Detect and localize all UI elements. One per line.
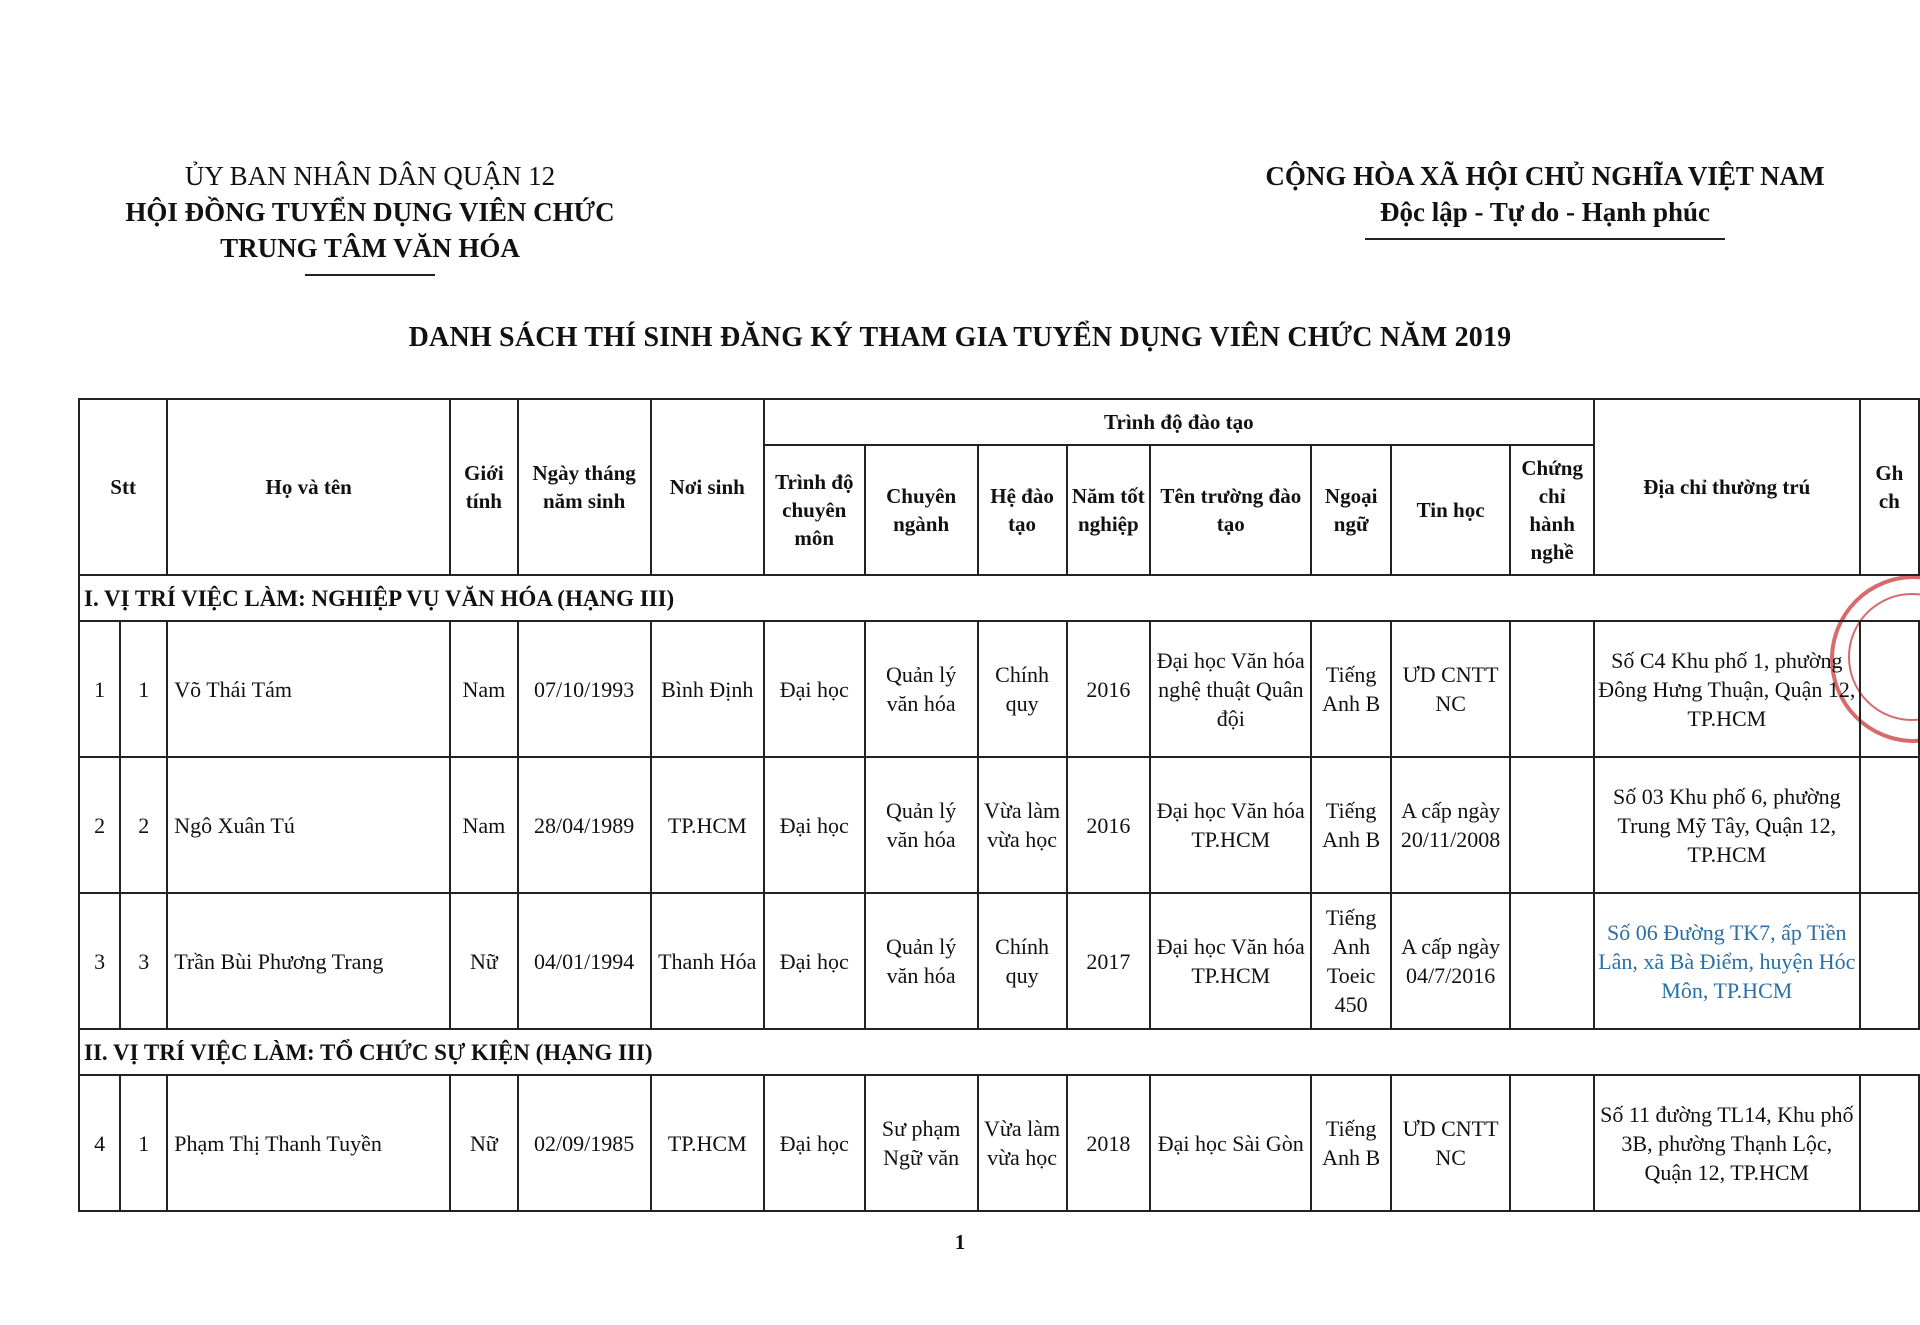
cell-certificate [1510, 893, 1594, 1029]
cell-birthplace: Thanh Hóa [651, 893, 764, 1029]
cell-address: Số 06 Đường TK7, ấp Tiền Lân, xã Bà Điểm, huyện Hóc Môn, TP.HCM [1594, 893, 1860, 1029]
cell-stt: 3 [79, 893, 120, 1029]
cell-dob: 07/10/1993 [518, 621, 651, 757]
cell-school: Đại học Văn hóa TP.HCM [1150, 757, 1311, 893]
cell-level: Đại học [764, 757, 865, 893]
header-address: Địa chỉ thường trú [1594, 399, 1860, 575]
cell-school: Đại học Sài Gòn [1150, 1075, 1311, 1211]
cell-school: Đại học Văn hóa nghệ thuật Quân đội [1150, 621, 1311, 757]
cell-mode: Vừa làm vừa học [978, 1075, 1067, 1211]
cell-dob: 02/09/1985 [518, 1075, 651, 1211]
cell-language: Tiếng Anh B [1311, 1075, 1390, 1211]
table-row [79, 621, 1919, 757]
cell-note [1860, 893, 1919, 1029]
cell-mode: Chính quy [978, 621, 1067, 757]
table-row [79, 757, 1919, 893]
cell-mode: Chính quy [978, 893, 1067, 1029]
header-school: Tên trường đào tạo [1150, 445, 1311, 575]
header-training-group: Trình độ đào tạo [764, 399, 1594, 445]
cell-gender: Nam [450, 621, 517, 757]
cell-it: ƯD CNTT NC [1391, 621, 1511, 757]
cell-grad-year: 2017 [1067, 893, 1150, 1029]
cell-it: A cấp ngày 04/7/2016 [1391, 893, 1511, 1029]
header-name: Họ và tên [167, 399, 450, 575]
cell-gender: Nữ [450, 893, 517, 1029]
cell-it: ƯD CNTT NC [1391, 1075, 1511, 1211]
cell-major: Sư phạm Ngữ văn [865, 1075, 978, 1211]
header-language: Ngoại ngữ [1311, 445, 1390, 575]
header-major: Chuyên ngành [865, 445, 978, 575]
issuer-line-3: TRUNG TÂM VĂN HÓA [220, 233, 520, 263]
cell-note [1860, 1075, 1919, 1211]
header-dob: Ngày tháng năm sinh [518, 399, 651, 575]
header-note: Gh ch [1860, 399, 1919, 575]
cell-major: Quản lý văn hóa [865, 757, 978, 893]
cell-it: A cấp ngày 20/11/2008 [1391, 757, 1511, 893]
table-row [79, 893, 1919, 1029]
motto-underline [1365, 238, 1725, 240]
cell-school: Đại học Văn hóa TP.HCM [1150, 893, 1311, 1029]
header-gender: Giới tính [450, 399, 517, 575]
issuer-header [85, 158, 655, 276]
cell-language: Tiếng Anh Toeic 450 [1311, 893, 1390, 1029]
cell-birthplace: Bình Định [651, 621, 764, 757]
page-number: 1 [954, 1230, 966, 1254]
cell-level: Đại học [764, 893, 865, 1029]
cell-name: Ngô Xuân Tú [167, 757, 450, 893]
cell-stt-section: 3 [120, 893, 167, 1029]
header-birthplace: Nơi sinh [651, 399, 764, 575]
cell-language: Tiếng Anh B [1311, 757, 1390, 893]
cell-name: Trần Bùi Phương Trang [167, 893, 450, 1029]
cell-stt-section: 1 [120, 1075, 167, 1211]
cell-address: Số 03 Khu phố 6, phường Trung Mỹ Tây, Quận 12, TP.HCM [1594, 757, 1860, 893]
document-title: DANH SÁCH THÍ SINH ĐĂNG KÝ THAM GIA TUYỂN DỤNG VIÊN CHỨC NĂM 2019 [408, 322, 1512, 353]
cell-major: Quản lý văn hóa [865, 893, 978, 1029]
national-motto-2: Độc lập - Tự do - Hạnh phúc [1379, 197, 1711, 227]
cell-gender: Nữ [450, 1075, 517, 1211]
national-header [1215, 158, 1875, 240]
cell-stt: 4 [79, 1075, 120, 1211]
header-level: Trình độ chuyên môn [764, 445, 865, 575]
cell-certificate [1510, 621, 1594, 757]
table-row [79, 1075, 1919, 1211]
header-it: Tin học [1391, 445, 1511, 575]
cell-birthplace: TP.HCM [651, 1075, 764, 1211]
cell-stt: 2 [79, 757, 120, 893]
issuer-line-1: ỦY BAN NHÂN DÂN QUẬN 12 [184, 161, 556, 191]
cell-note [1860, 621, 1919, 757]
cell-stt: 1 [79, 621, 120, 757]
cell-note [1860, 757, 1919, 893]
section-title: II. VỊ TRÍ VIỆC LÀM: TỔ CHỨC SỰ KIỆN (HẠNG III) [79, 1029, 1919, 1075]
cell-grad-year: 2018 [1067, 1075, 1150, 1211]
cell-stt-section: 2 [120, 757, 167, 893]
cell-level: Đại học [764, 1075, 865, 1211]
cell-address: Số C4 Khu phố 1, phường Đông Hưng Thuận, Quận 12, TP.HCM [1594, 621, 1860, 757]
national-motto-1: CỘNG HÒA XÃ HỘI CHỦ NGHĨA VIỆT NAM [1265, 161, 1825, 191]
issuer-line-2: HỘI ĐỒNG TUYỂN DỤNG VIÊN CHỨC [125, 197, 615, 227]
header-grad-year: Năm tốt nghiệp [1067, 445, 1150, 575]
cell-language: Tiếng Anh B [1311, 621, 1390, 757]
cell-level: Đại học [764, 621, 865, 757]
cell-gender: Nam [450, 757, 517, 893]
cell-grad-year: 2016 [1067, 757, 1150, 893]
cell-address: Số 11 đường TL14, Khu phố 3B, phường Thạnh Lộc, Quận 12, TP.HCM [1594, 1075, 1860, 1211]
cell-mode: Vừa làm vừa học [978, 757, 1067, 893]
candidate-table [78, 398, 1920, 1212]
cell-birthplace: TP.HCM [651, 757, 764, 893]
header-mode: Hệ đào tạo [978, 445, 1067, 575]
header-stt: Stt [79, 399, 167, 575]
cell-dob: 04/01/1994 [518, 893, 651, 1029]
section-title: I. VỊ TRÍ VIỆC LÀM: NGHIỆP VỤ VĂN HÓA (HẠNG III) [79, 575, 1919, 621]
cell-certificate [1510, 1075, 1594, 1211]
cell-name: Võ Thái Tám [167, 621, 450, 757]
cell-major: Quản lý văn hóa [865, 621, 978, 757]
cell-name: Phạm Thị Thanh Tuyền [167, 1075, 450, 1211]
issuer-underline [305, 274, 435, 276]
cell-grad-year: 2016 [1067, 621, 1150, 757]
cell-dob: 28/04/1989 [518, 757, 651, 893]
cell-stt-section: 1 [120, 621, 167, 757]
cell-certificate [1510, 757, 1594, 893]
header-certificate: Chứng chỉ hành nghề [1510, 445, 1594, 575]
